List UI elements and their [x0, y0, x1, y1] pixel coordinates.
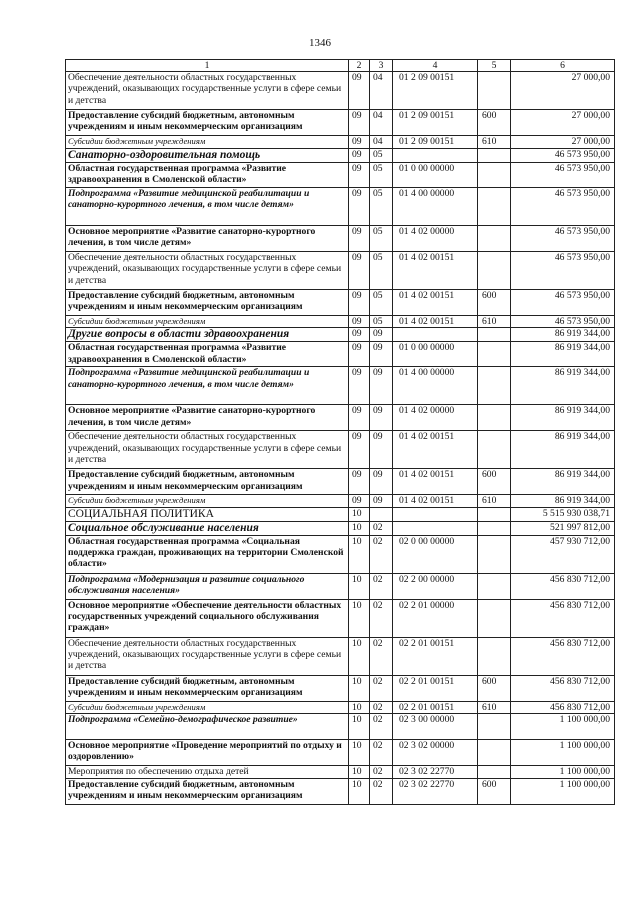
row-target-cell: 02 3 02 00000 — [393, 739, 478, 765]
row-subsection-cell: 05 — [370, 188, 393, 226]
row-target-cell: 01 0 00 00000 — [393, 342, 478, 367]
row-subsection-cell: 02 — [370, 701, 393, 713]
table-row — [66, 637, 615, 675]
row-amount-cell: 27 000,00 — [511, 136, 615, 149]
row-amount-cell: 86 919 344,00 — [511, 469, 615, 495]
row-section-cell: 09 — [349, 252, 370, 290]
row-subsection-cell: 05 — [370, 163, 393, 188]
header-col-1: 1 — [66, 60, 349, 72]
row-expense-type-cell: 600 — [478, 290, 511, 316]
table-row — [66, 367, 615, 405]
row-name-cell: Областная государственная программа «Социальная поддержка граждан, проживающих на территории Смоленской области» — [66, 535, 349, 573]
row-target-cell: 01 4 00 00000 — [393, 367, 478, 405]
table-row — [66, 342, 615, 367]
row-subsection-cell: 02 — [370, 713, 393, 739]
row-amount-cell: 86 919 344,00 — [511, 367, 615, 405]
row-expense-type-cell — [478, 599, 511, 637]
table-row — [66, 328, 615, 342]
row-name-cell: Обеспечение деятельности областных государственных учреждений, оказывающих государственные услуги в сфере семьи и детства — [66, 72, 349, 110]
row-name-cell: Областная государственная программа «Развитие здравоохранения в Смоленской области» — [66, 342, 349, 367]
row-amount-cell: 86 919 344,00 — [511, 431, 615, 469]
table-row — [66, 778, 615, 804]
row-section-cell: 09 — [349, 163, 370, 188]
table-row — [66, 469, 615, 495]
row-subsection-cell: 02 — [370, 765, 393, 778]
row-expense-type-cell — [478, 637, 511, 675]
row-section-cell: 10 — [349, 675, 370, 701]
row-section-cell: 10 — [349, 739, 370, 765]
row-subsection-cell: 05 — [370, 316, 393, 328]
header-col-2: 2 — [349, 60, 370, 72]
row-section-cell: 09 — [349, 367, 370, 405]
row-name-cell: Предоставление субсидий бюджетным, автономным учреждениям и иным некоммерческим организациям — [66, 110, 349, 136]
row-name-cell: Основное мероприятие «Обеспечение деятельности областных государственных учреждений социального обслуживания граждан» — [66, 599, 349, 637]
row-amount-cell: 27 000,00 — [511, 110, 615, 136]
row-expense-type-cell — [478, 342, 511, 367]
row-expense-type-cell — [478, 226, 511, 252]
table-row — [66, 701, 615, 713]
row-section-cell: 10 — [349, 713, 370, 739]
row-target-cell: 01 4 02 00151 — [393, 469, 478, 495]
row-expense-type-cell — [478, 713, 511, 739]
header-col-6: 6 — [511, 60, 615, 72]
row-expense-type-cell: 610 — [478, 495, 511, 507]
header-col-5: 5 — [478, 60, 511, 72]
row-subsection-cell — [370, 507, 393, 521]
row-expense-type-cell — [478, 431, 511, 469]
table-row — [66, 405, 615, 431]
row-expense-type-cell — [478, 507, 511, 521]
header-col-4: 4 — [393, 60, 478, 72]
row-expense-type-cell — [478, 252, 511, 290]
row-section-cell: 09 — [349, 431, 370, 469]
row-target-cell: 02 3 00 00000 — [393, 713, 478, 739]
row-expense-type-cell: 600 — [478, 778, 511, 804]
table-row — [66, 431, 615, 469]
table-row — [66, 163, 615, 188]
row-section-cell: 09 — [349, 316, 370, 328]
row-target-cell: 01 4 02 00151 — [393, 316, 478, 328]
row-name-cell: Основное мероприятие «Развитие санаторно-курортного лечения, в том числе детям» — [66, 405, 349, 431]
row-subsection-cell: 04 — [370, 72, 393, 110]
table-row — [66, 521, 615, 535]
row-section-cell: 10 — [349, 507, 370, 521]
row-target-cell: 02 2 01 00000 — [393, 599, 478, 637]
row-amount-cell: 456 830 712,00 — [511, 573, 615, 599]
row-name-cell: Санаторно-оздоровительная помощь — [66, 149, 349, 163]
row-subsection-cell: 09 — [370, 342, 393, 367]
row-target-cell — [393, 521, 478, 535]
row-name-cell: Другие вопросы в области здравоохранения — [66, 328, 349, 342]
row-name-cell: Подпрограмма «Модернизация и развитие социального обслуживания населения» — [66, 573, 349, 599]
row-target-cell: 02 2 01 00151 — [393, 637, 478, 675]
row-expense-type-cell — [478, 521, 511, 535]
row-amount-cell: 27 000,00 — [511, 72, 615, 110]
row-subsection-cell: 09 — [370, 367, 393, 405]
row-amount-cell: 456 830 712,00 — [511, 637, 615, 675]
row-target-cell: 01 4 02 00151 — [393, 431, 478, 469]
row-amount-cell: 456 830 712,00 — [511, 675, 615, 701]
table-row — [66, 226, 615, 252]
row-section-cell: 10 — [349, 599, 370, 637]
row-section-cell: 10 — [349, 535, 370, 573]
row-target-cell: 02 2 01 00151 — [393, 675, 478, 701]
row-subsection-cell: 09 — [370, 469, 393, 495]
row-expense-type-cell: 600 — [478, 675, 511, 701]
row-target-cell: 01 4 02 00000 — [393, 226, 478, 252]
row-target-cell: 01 0 00 00000 — [393, 163, 478, 188]
table-row — [66, 110, 615, 136]
row-target-cell: 02 2 00 00000 — [393, 573, 478, 599]
row-target-cell: 01 4 02 00000 — [393, 405, 478, 431]
row-subsection-cell: 02 — [370, 521, 393, 535]
row-name-cell: Подпрограмма «Семейно-демографическое развитие» — [66, 713, 349, 739]
row-section-cell: 09 — [349, 290, 370, 316]
row-name-cell: Обеспечение деятельности областных государственных учреждений, оказывающих государственные услуги в сфере семьи и детства — [66, 252, 349, 290]
row-subsection-cell: 02 — [370, 637, 393, 675]
row-name-cell: Мероприятия по обеспечению отдыха детей — [66, 765, 349, 778]
budget-table — [65, 59, 615, 805]
row-section-cell: 10 — [349, 521, 370, 535]
row-amount-cell: 457 930 712,00 — [511, 535, 615, 573]
row-name-cell: Предоставление субсидий бюджетным, автономным учреждениям и иным некоммерческим организациям — [66, 778, 349, 804]
row-target-cell: 02 2 01 00151 — [393, 701, 478, 713]
row-name-cell: Предоставление субсидий бюджетным, автономным учреждениям и иным некоммерческим организациям — [66, 675, 349, 701]
table-row — [66, 252, 615, 290]
row-section-cell: 10 — [349, 637, 370, 675]
table-row — [66, 765, 615, 778]
row-expense-type-cell — [478, 328, 511, 342]
row-name-cell: Субсидии бюджетным учреждениям — [66, 701, 349, 713]
row-name-cell: Обеспечение деятельности областных государственных учреждений, оказывающих государственные услуги в сфере семьи и детства — [66, 431, 349, 469]
row-subsection-cell: 05 — [370, 149, 393, 163]
row-name-cell: Предоставление субсидий бюджетным, автономным учреждениям и иным некоммерческим организациям — [66, 469, 349, 495]
row-amount-cell: 86 919 344,00 — [511, 495, 615, 507]
page-number: 1346 — [309, 37, 331, 49]
row-section-cell: 09 — [349, 149, 370, 163]
table-header-row — [66, 60, 615, 72]
row-amount-cell: 5 515 930 038,71 — [511, 507, 615, 521]
row-target-cell: 01 4 02 00151 — [393, 495, 478, 507]
row-amount-cell: 46 573 950,00 — [511, 290, 615, 316]
row-amount-cell: 1 100 000,00 — [511, 713, 615, 739]
row-subsection-cell: 05 — [370, 290, 393, 316]
table-row — [66, 495, 615, 507]
row-amount-cell: 46 573 950,00 — [511, 149, 615, 163]
row-section-cell: 09 — [349, 495, 370, 507]
row-expense-type-cell: 610 — [478, 701, 511, 713]
row-section-cell: 10 — [349, 778, 370, 804]
table-row — [66, 316, 615, 328]
row-name-cell: СОЦИАЛЬНАЯ ПОЛИТИКА — [66, 507, 349, 521]
row-section-cell: 10 — [349, 573, 370, 599]
row-name-cell: Субсидии бюджетным учреждениям — [66, 495, 349, 507]
row-subsection-cell: 02 — [370, 739, 393, 765]
row-target-cell — [393, 328, 478, 342]
row-expense-type-cell — [478, 573, 511, 599]
row-name-cell: Субсидии бюджетным учреждениям — [66, 136, 349, 149]
table-row — [66, 188, 615, 226]
row-target-cell: 02 0 00 00000 — [393, 535, 478, 573]
row-subsection-cell: 02 — [370, 599, 393, 637]
row-subsection-cell: 02 — [370, 675, 393, 701]
row-name-cell: Социальное обслуживание населения — [66, 521, 349, 535]
row-amount-cell: 46 573 950,00 — [511, 252, 615, 290]
row-amount-cell: 1 100 000,00 — [511, 778, 615, 804]
row-expense-type-cell — [478, 367, 511, 405]
row-subsection-cell: 02 — [370, 573, 393, 599]
row-expense-type-cell — [478, 765, 511, 778]
row-expense-type-cell — [478, 72, 511, 110]
row-section-cell: 10 — [349, 765, 370, 778]
table-row — [66, 573, 615, 599]
row-name-cell: Субсидии бюджетным учреждениям — [66, 316, 349, 328]
row-amount-cell: 456 830 712,00 — [511, 701, 615, 713]
row-target-cell: 01 2 09 00151 — [393, 136, 478, 149]
row-section-cell: 09 — [349, 72, 370, 110]
row-subsection-cell: 05 — [370, 226, 393, 252]
row-expense-type-cell — [478, 535, 511, 573]
row-target-cell: 02 3 02 22770 — [393, 765, 478, 778]
header-col-3: 3 — [370, 60, 393, 72]
row-subsection-cell: 09 — [370, 328, 393, 342]
row-expense-type-cell — [478, 149, 511, 163]
row-amount-cell: 456 830 712,00 — [511, 599, 615, 637]
row-section-cell: 09 — [349, 226, 370, 252]
table-row — [66, 136, 615, 149]
row-amount-cell: 86 919 344,00 — [511, 328, 615, 342]
row-name-cell: Предоставление субсидий бюджетным, автономным учреждениям и иным некоммерческим организациям — [66, 290, 349, 316]
table-row — [66, 149, 615, 163]
row-target-cell: 01 2 09 00151 — [393, 72, 478, 110]
row-section-cell: 09 — [349, 469, 370, 495]
row-amount-cell: 1 100 000,00 — [511, 739, 615, 765]
row-target-cell — [393, 149, 478, 163]
row-expense-type-cell — [478, 405, 511, 431]
row-amount-cell: 46 573 950,00 — [511, 226, 615, 252]
table-row — [66, 739, 615, 765]
row-section-cell: 09 — [349, 405, 370, 431]
row-subsection-cell: 05 — [370, 252, 393, 290]
row-amount-cell: 1 100 000,00 — [511, 765, 615, 778]
row-amount-cell: 86 919 344,00 — [511, 342, 615, 367]
row-subsection-cell: 09 — [370, 495, 393, 507]
row-subsection-cell: 09 — [370, 431, 393, 469]
row-name-cell: Подпрограмма «Развитие медицинской реабилитации и санаторно-курортного лечения, в том числе детям» — [66, 367, 349, 405]
table-row — [66, 72, 615, 110]
row-name-cell: Обеспечение деятельности областных государственных учреждений, оказывающих государственные услуги в сфере семьи и детства — [66, 637, 349, 675]
table-row — [66, 713, 615, 739]
table-row — [66, 507, 615, 521]
row-target-cell: 01 4 02 00151 — [393, 290, 478, 316]
table-row — [66, 675, 615, 701]
row-section-cell: 09 — [349, 136, 370, 149]
row-target-cell: 01 4 00 00000 — [393, 188, 478, 226]
row-target-cell: 02 3 02 22770 — [393, 778, 478, 804]
row-subsection-cell: 04 — [370, 136, 393, 149]
row-section-cell: 09 — [349, 342, 370, 367]
table-row — [66, 535, 615, 573]
row-section-cell: 10 — [349, 701, 370, 713]
row-amount-cell: 46 573 950,00 — [511, 316, 615, 328]
row-subsection-cell: 09 — [370, 405, 393, 431]
row-expense-type-cell: 610 — [478, 316, 511, 328]
row-section-cell: 09 — [349, 328, 370, 342]
row-expense-type-cell: 610 — [478, 136, 511, 149]
row-target-cell — [393, 507, 478, 521]
table-row — [66, 290, 615, 316]
row-subsection-cell: 02 — [370, 778, 393, 804]
row-target-cell: 01 2 09 00151 — [393, 110, 478, 136]
row-expense-type-cell — [478, 739, 511, 765]
row-name-cell: Областная государственная программа «Развитие здравоохранения в Смоленской области» — [66, 163, 349, 188]
row-section-cell: 09 — [349, 110, 370, 136]
table-row — [66, 599, 615, 637]
row-amount-cell: 86 919 344,00 — [511, 405, 615, 431]
row-name-cell: Основное мероприятие «Проведение мероприятий по отдыху и оздоровлению» — [66, 739, 349, 765]
row-subsection-cell: 02 — [370, 535, 393, 573]
row-amount-cell: 46 573 950,00 — [511, 163, 615, 188]
row-name-cell: Основное мероприятие «Развитие санаторно-курортного лечения, в том числе детям» — [66, 226, 349, 252]
row-amount-cell: 521 997 812,00 — [511, 521, 615, 535]
row-expense-type-cell — [478, 188, 511, 226]
row-target-cell: 01 4 02 00151 — [393, 252, 478, 290]
row-subsection-cell: 04 — [370, 110, 393, 136]
row-section-cell: 09 — [349, 188, 370, 226]
row-expense-type-cell — [478, 163, 511, 188]
row-expense-type-cell: 600 — [478, 110, 511, 136]
row-name-cell: Подпрограмма «Развитие медицинской реабилитации и санаторно-курортного лечения, в том числе детям» — [66, 188, 349, 226]
row-expense-type-cell: 600 — [478, 469, 511, 495]
row-amount-cell: 46 573 950,00 — [511, 188, 615, 226]
